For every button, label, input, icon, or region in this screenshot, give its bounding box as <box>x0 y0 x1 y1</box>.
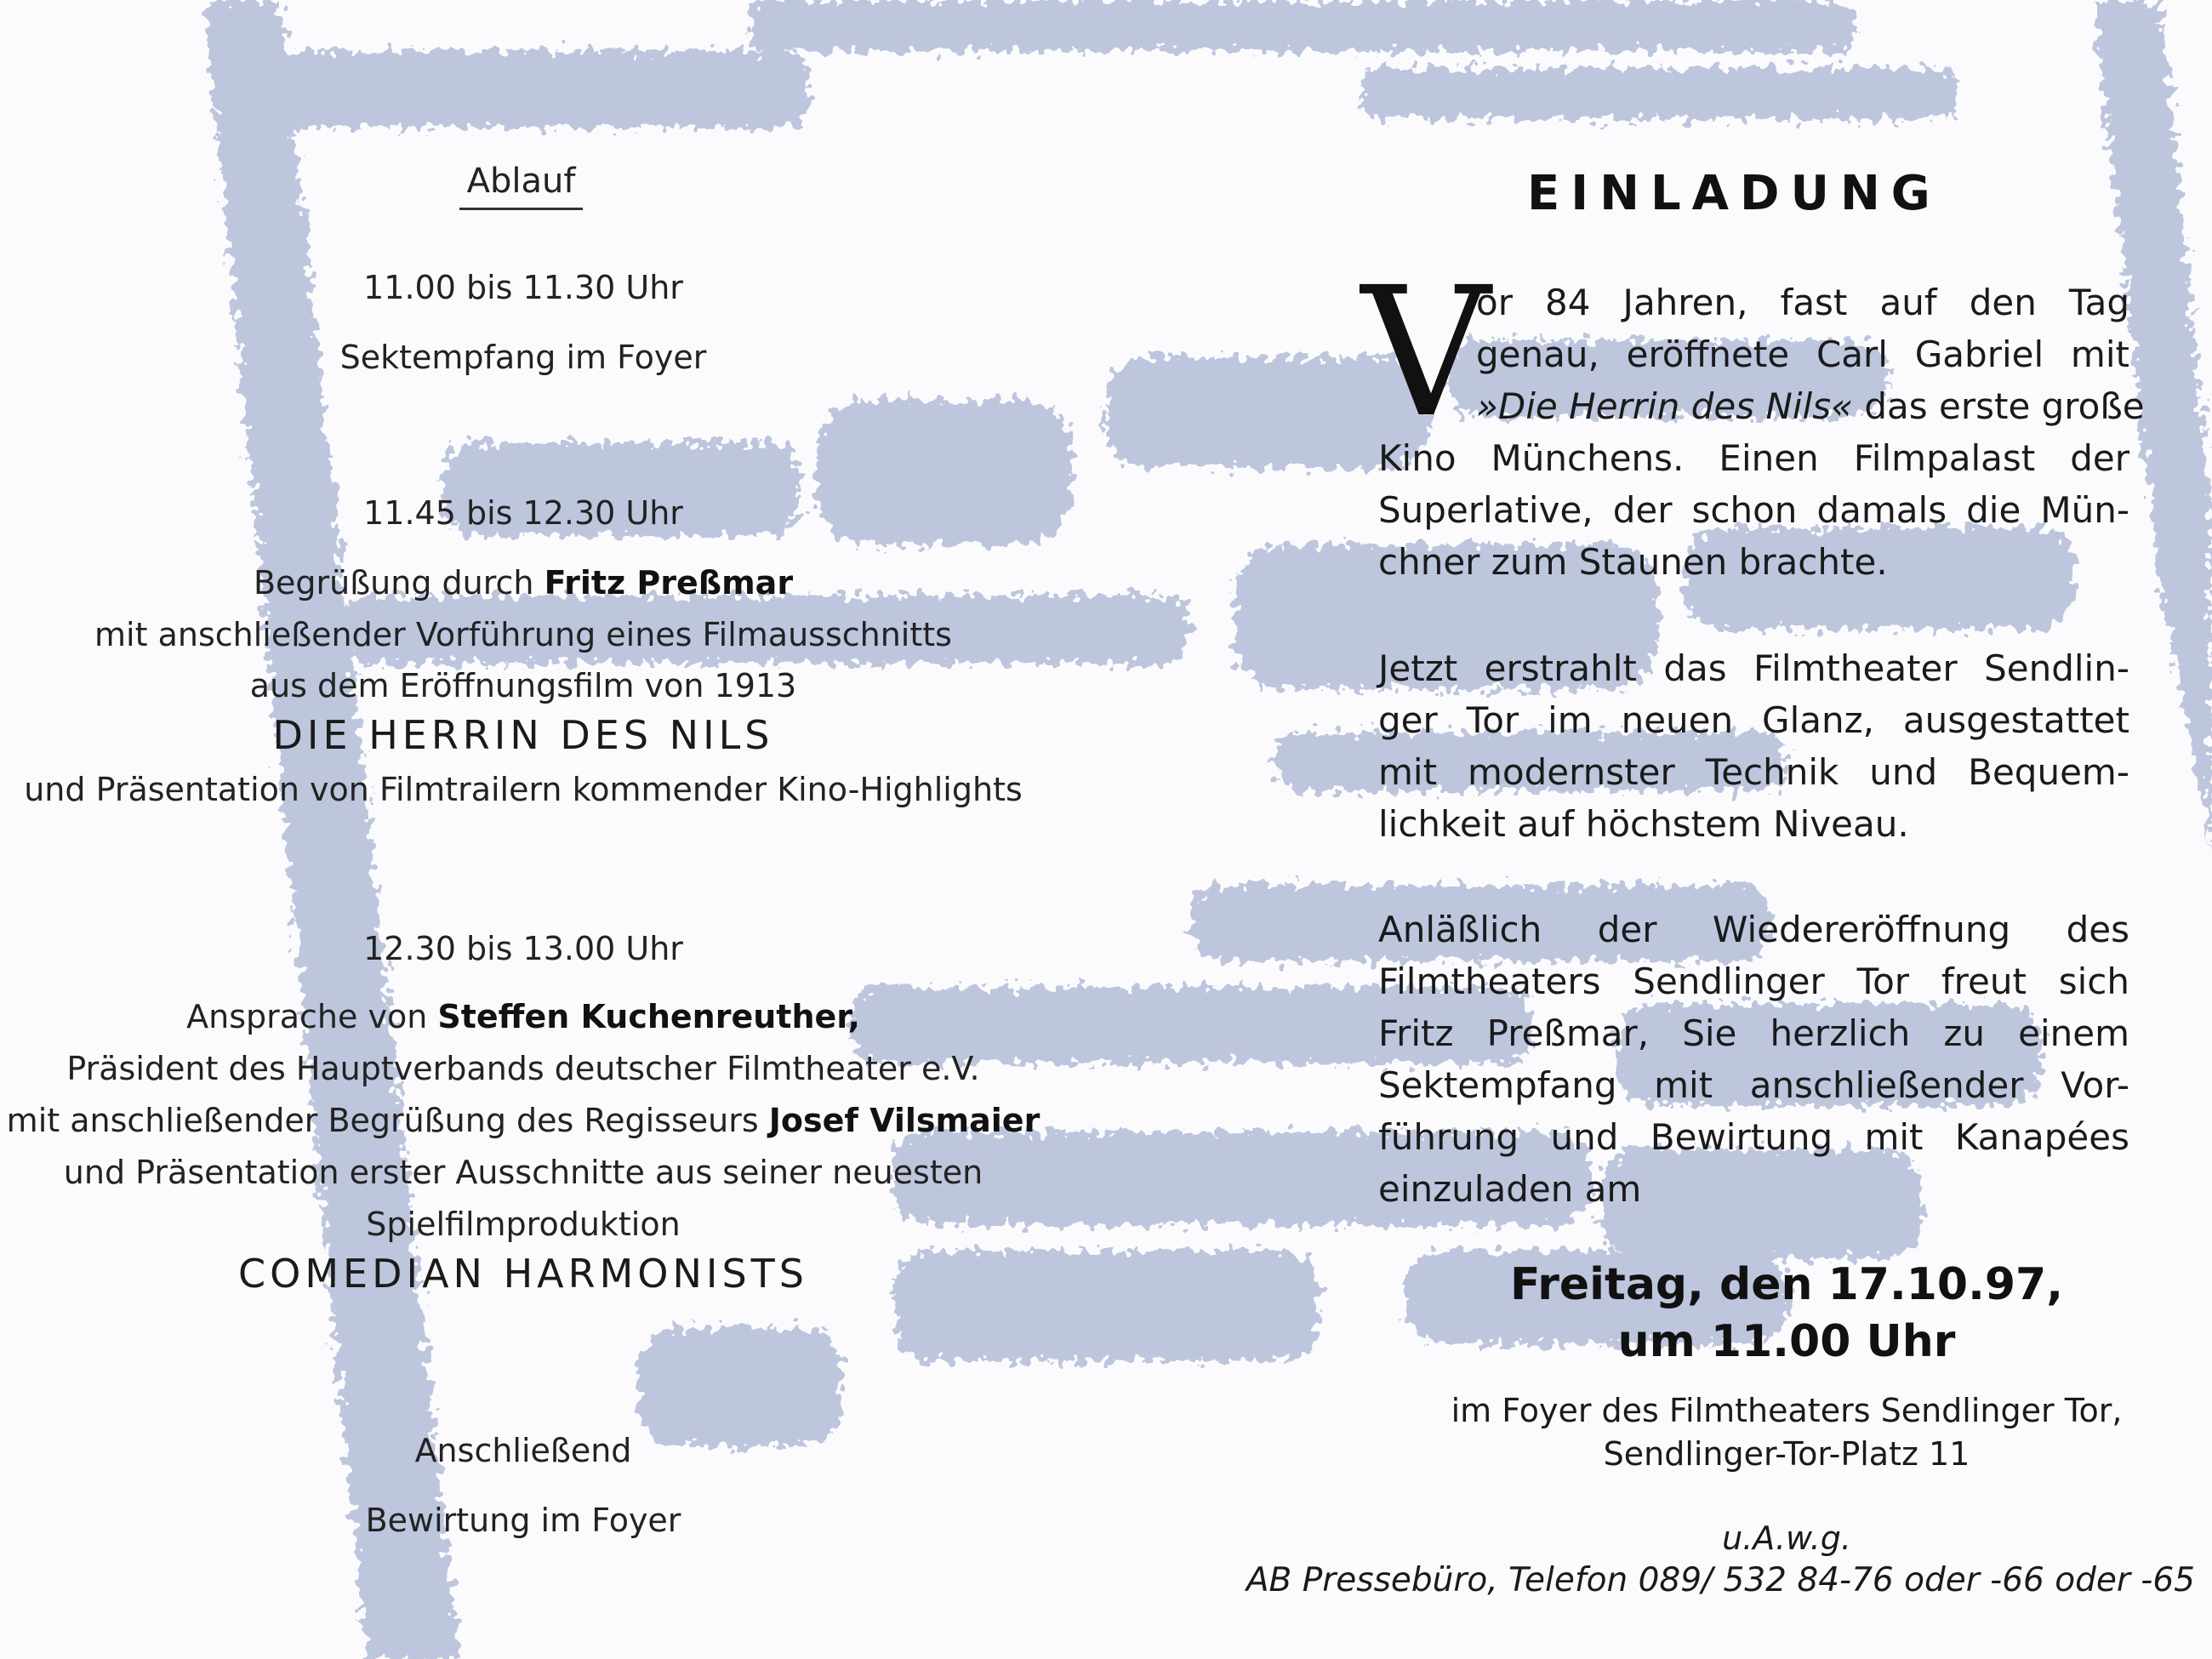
paragraph-line: einzuladen am <box>1378 1168 1642 1210</box>
event-time: um 11.00 Uhr <box>1617 1316 1956 1367</box>
invitation-column <box>1361 0 2212 1659</box>
paragraph-line: mit modernster Technik und Bequem- <box>1378 751 2129 793</box>
program-line-text: mit anschließender Begrüßung des Regisseurs <box>6 1102 769 1139</box>
intro-paragraph-cont <box>1378 432 2129 588</box>
paragraph-line: Superlative, der schon damals die Mün- <box>1378 489 2129 531</box>
event-date: Freitag, den 17.10.97, <box>1510 1259 2063 1310</box>
rsvp-contact: AB Pressebüro, Telefon 089/ 532 84-76 oder -66 oder -65 <box>1246 1561 2195 1599</box>
occasion-paragraph <box>1378 904 2129 1215</box>
paragraph-line: Anläßlich der Wiedereröffnung des <box>1378 909 2129 950</box>
venue-line: im Foyer des Filmtheaters Sendlinger Tor, <box>1451 1392 2123 1429</box>
program-line <box>0 1095 1046 1146</box>
venue-address: Sendlinger-Tor-Platz 11 <box>1603 1435 1970 1473</box>
time-slot-3: 12.30 bis 13.00 Uhr <box>363 930 683 967</box>
program-line: und Präsentation erster Ausschnitte aus seiner neuesten <box>63 1154 983 1191</box>
program-line <box>0 557 1046 608</box>
program-line <box>0 991 1046 1042</box>
paragraph-line: Kino Münchens. Einen Filmpalast der <box>1378 437 2129 479</box>
time-slot-1: 11.00 bis 11.30 Uhr <box>363 269 683 306</box>
program-line: Sektempfang im Foyer <box>339 339 707 376</box>
speaker-name: Steffen Kuchenreuther, <box>437 998 860 1035</box>
paragraph-line: Filmtheaters Sendlinger Tor freut sich <box>1378 961 2129 1002</box>
paragraph-line: Jetzt erstrahlt das Filmtheater Sendlin- <box>1378 647 2129 689</box>
paragraph-line: Sektempfang mit anschließender Vor- <box>1378 1064 2129 1106</box>
program-column <box>0 0 1046 1659</box>
film-title-inline: »Die Herrin des Nils« <box>1476 385 1854 427</box>
paragraph-line: ger Tor im neuen Glanz, ausgestattet <box>1378 699 2129 741</box>
invitation-title: EINLADUNG <box>1527 166 1941 221</box>
drop-cap: V <box>1361 248 1491 457</box>
program-line: Präsident des Hauptverbands deutscher Filmtheater e.V. <box>66 1050 980 1087</box>
program-line: und Präsentation von Filmtrailern kommender Kino-Highlights <box>24 771 1023 808</box>
program-line: Bewirtung im Foyer <box>365 1502 681 1539</box>
program-line: aus dem Eröffnungsfilm von 1913 <box>249 667 797 704</box>
director-name: Josef Vilsmaier <box>768 1102 1040 1139</box>
paragraph-line: genau, eröffnete Carl Gabriel mit <box>1476 334 2129 375</box>
program-heading: Ablauf <box>459 160 583 210</box>
paragraph-line <box>1476 380 2145 432</box>
intro-paragraph <box>1476 276 2145 432</box>
program-line-text: Begrüßung durch <box>253 564 544 601</box>
paragraph-line-text: das erste große <box>1853 385 2145 427</box>
paragraph-line: or 84 Jahren, fast auf den Tag <box>1476 282 2129 323</box>
paragraph-line: chner zum Staunen brachte. <box>1378 541 1888 583</box>
film-title: DIE HERRIN DES NILS <box>272 712 774 758</box>
time-slot-4: Anschließend <box>414 1432 632 1469</box>
paragraph-line: Fritz Preßmar, Sie herzlich zu einem <box>1378 1012 2129 1054</box>
program-line: mit anschließender Vorführung eines Filmausschnitts <box>94 616 952 653</box>
paragraph-line: lichkeit auf höchstem Niveau. <box>1378 803 1909 845</box>
renovation-paragraph <box>1378 642 2129 850</box>
rsvp-note: u.A.w.g. <box>1722 1519 1851 1557</box>
paragraph-line: führung und Bewirtung mit Kanapées <box>1378 1116 2129 1158</box>
program-line: Spielfilmproduktion <box>366 1206 681 1243</box>
program-line-text: Ansprache von <box>186 998 438 1035</box>
time-slot-2: 11.45 bis 12.30 Uhr <box>363 494 683 532</box>
film-title: COMEDIAN HARMONISTS <box>238 1251 808 1297</box>
speaker-name: Fritz Preßmar <box>544 564 794 601</box>
